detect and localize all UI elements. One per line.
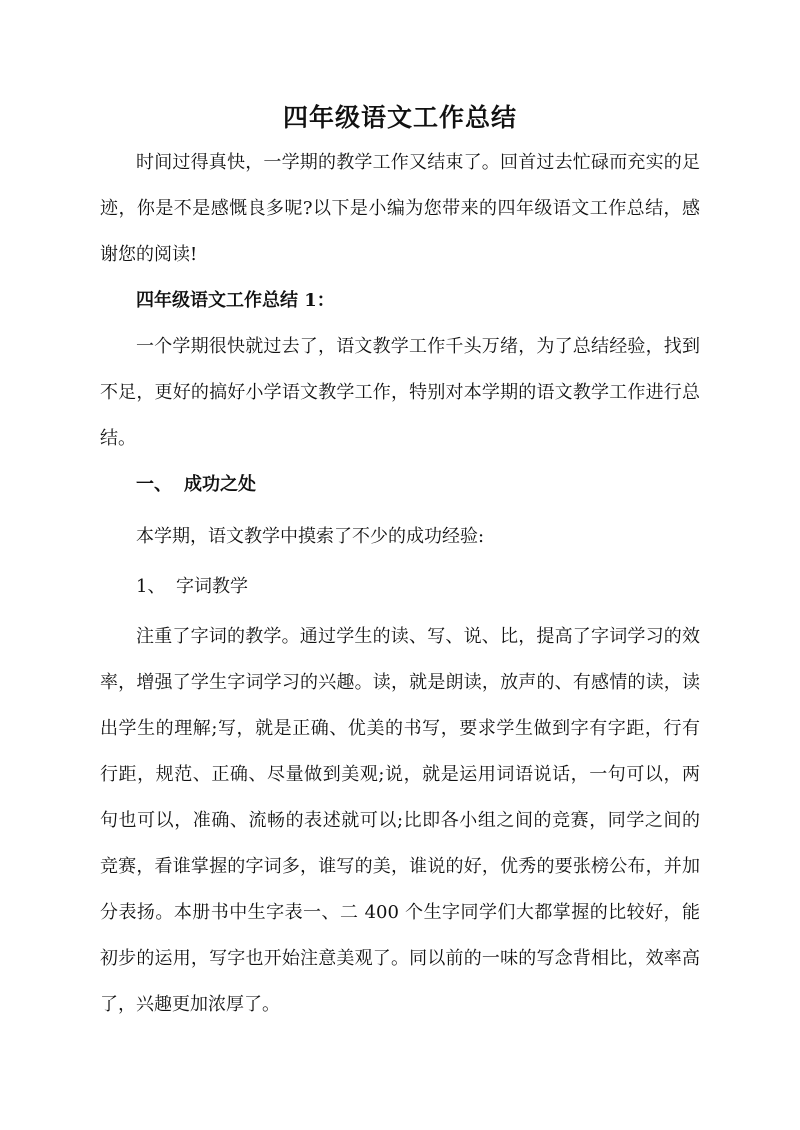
part-one-number: 一、: [136, 474, 172, 495]
item-one-heading: [136, 564, 700, 610]
section-heading: 四年级语文工作总结 1：: [136, 290, 335, 311]
item-one-body: 注重了字词的教学。通过学生的读、写、说、比，提高了字词学习的效率，增强了学生字词学习的兴趣。读，就是朗读，放声的、有感情的读，读出学生的理解;写，就是正确、优美的书写，要求学生做到字有字距，行有行距，规范、正确、尽量做到美观;说，就是运用词语说话，一句可以，两句也可以，准确、流畅的表述就可以;比即各小组之间的竞赛，同学之间的竞赛，看谁掌握的字词多，谁写的美，谁说的好，优秀的要张榜公布，并加分表扬。本册书中生字表一、二 400 个生字同学们大都掌握的比较好，能初步的运用，写字也开始注意美观了。同以前的一味的写念背相比，效率高了，兴趣更加浓厚了。: [100, 626, 700, 1015]
document-title: 四年级语文工作总结: [282, 103, 517, 132]
part-one-label: 成功之处: [184, 474, 256, 495]
part-one-heading: [136, 462, 700, 508]
part-one-intro: 本学期，语文教学中摸索了不少的成功经验:: [136, 526, 485, 547]
intro-paragraph: 时间过得真快，一学期的教学工作又结束了。回首过去忙碌而充实的足迹，你是不是感慨良多呢?以下是小编为您带来的四年级语文工作总结，感谢您的阅读!: [100, 152, 700, 265]
item-one-number: 1、: [136, 576, 166, 597]
section-intro-paragraph: 一个学期很快就过去了，语文教学工作千头万绪，为了总结经验，找到不足，更好的搞好小学语文教学工作，特别对本学期的语文教学工作进行总结。: [100, 336, 700, 449]
item-one-label: 字词教学: [176, 576, 248, 597]
